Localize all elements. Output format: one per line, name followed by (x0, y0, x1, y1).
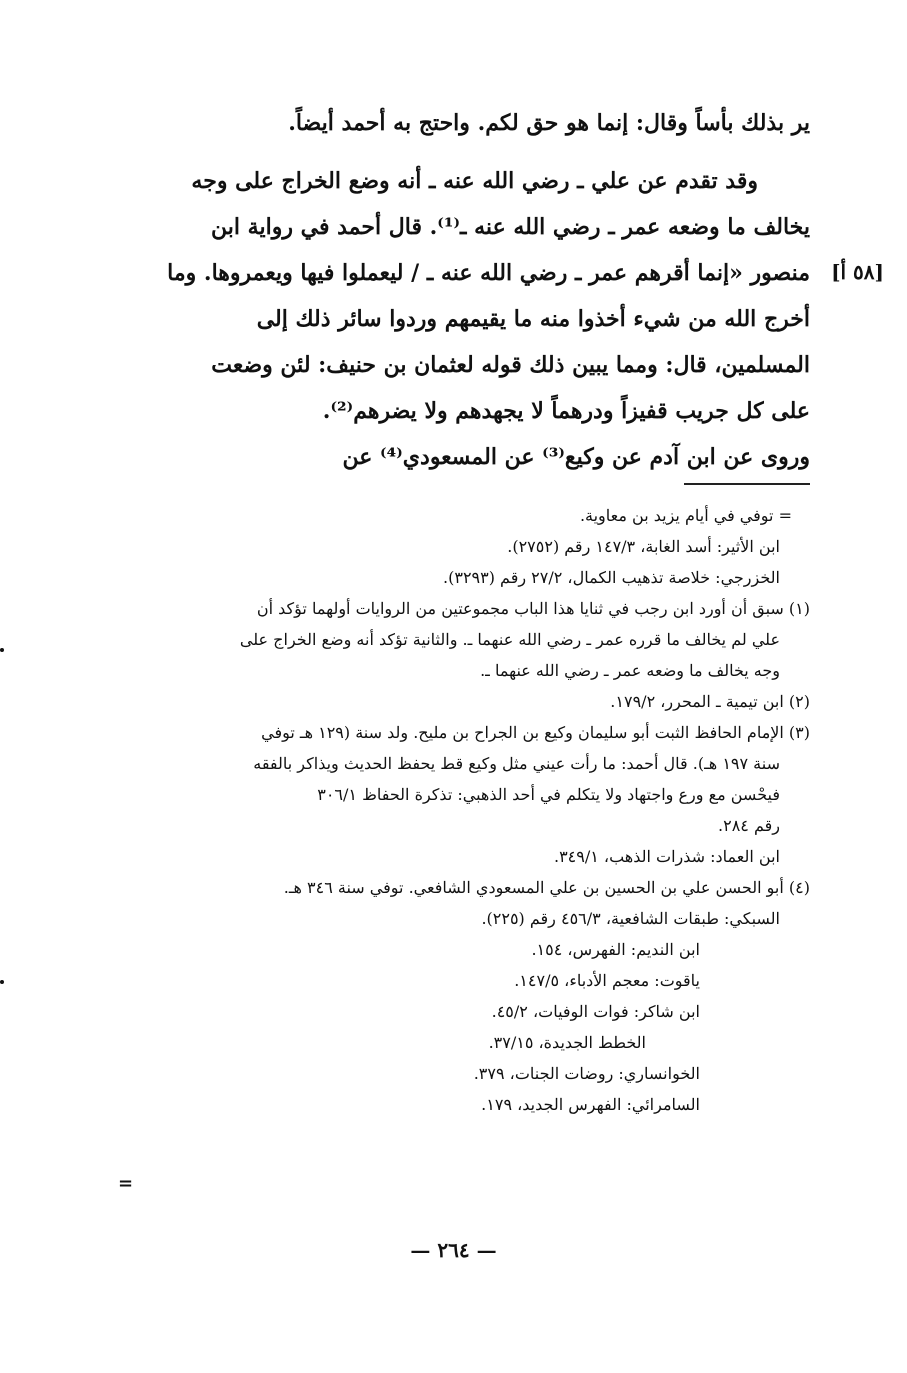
footnote-4-line-5: ابن شاكر: فوات الوفيات، ٤٥/٢. (491, 1002, 700, 1021)
footnote-2: (٢) ابن تيمية ـ المحرر، ١٧٩/٢. (610, 692, 810, 711)
footnote-continued-line-2: ابن الأثير: أسد الغابة، ١٤٧/٣ رقم (٢٧٥٢). (507, 537, 780, 556)
footnote-4-line-7: الخوانساري: روضات الجنات، ٣٧٩. (473, 1064, 700, 1083)
footnote-4-line-6: الخطط الجديدة، ٣٧/١٥. (488, 1033, 646, 1052)
footnote-3-line-1: (٣) الإمام الحافظ الثبت أبو سليمان وكيع بن الجراح بن مليح. ولد سنة (١٢٩ هـ توفي (261, 723, 810, 742)
scan-edge-mark-bottom (0, 980, 4, 984)
footnote-4-line-4: ياقوت: معجم الأدباء، ١٤٧/٥. (514, 971, 700, 990)
footnote-4-line-8: السامرائي: الفهرس الجديد، ١٧٩. (481, 1095, 700, 1114)
main-text (108, 100, 810, 480)
main-line-7: على كل جريب قفيزاً ودرهماً لا يجهدهم ولا يضرهم⁽²⁾. (322, 398, 810, 424)
footnote-1-line-3: وجه يخالف ما وضعه عمر ـ رضي الله عنهما ـ. (480, 661, 780, 680)
continuation-mark: = (118, 1173, 134, 1194)
main-line-6: المسلمين، قال: ومما يبين ذلك قوله لعثمان بن حنيف: لئن وضعت (211, 352, 810, 378)
page-number: — ٢٦٤ — (410, 1238, 497, 1262)
footnote-3-line-3: فيحْسن مع ورع واجتهاد ولا يتكلم في أحد الذهبي: تذكرة الحفاظ ٣٠٦/١ (317, 785, 780, 804)
footnote-4-line-1: (٤) أبو الحسن علي بن الحسين بن علي المسعودي الشافعي. توفي سنة ٣٤٦ هـ. (283, 878, 810, 897)
margin-folio-reference: [٥٨ أ] (831, 260, 884, 284)
footnote-4-line-3: ابن النديم: الفهرس، ١٥٤. (531, 940, 700, 959)
footnote-1-line-1: (١) سبق أن أورد ابن رجب في ثنايا هذا الباب مجموعتين من الروايات أولهما تؤكد أن (256, 599, 810, 618)
main-line-4: منصور «إنما أقرهم عمر ـ رضي الله عنه ـ / ليعملوا فيها ويعمروها. وما (167, 260, 810, 286)
footnote-3-line-5: ابن العماد: شذرات الذهب، ٣٤٩/١. (553, 847, 780, 866)
main-line-8: وروى عن ابن آدم عن وكيع⁽³⁾ عن المسعودي⁽⁴⁾ عن (342, 444, 810, 470)
main-line-5: أخرج الله من شيء أخذوا منه ما يقيمهم وردوا سائر ذلك إلى (256, 306, 810, 332)
main-line-2: وقد تقدم عن علي ـ رضي الله عنه ـ أنه وضع الخراج على وجه (191, 168, 758, 194)
main-line-1: ير بذلك بأساً وقال: إنما هو حق لكم. واحتج به أحمد أيضاً. (288, 110, 810, 136)
footnote-4-line-2: السبكي: طبقات الشافعية، ٤٥٦/٣ رقم (٢٢٥). (481, 909, 780, 928)
footnote-continued-line-1: = توفي في أيام يزيد بن معاوية. (579, 506, 792, 525)
footnote-3-line-4: رقم ٢٨٤. (718, 816, 780, 835)
footnote-continued-line-3: الخزرجي: خلاصة تذهيب الكمال، ٢٧/٢ رقم (٣٢٩٣). (443, 568, 780, 587)
main-line-3: يخالف ما وضعه عمر ـ رضي الله عنه ـ⁽¹⁾. قال أحمد في رواية ابن (211, 214, 810, 240)
footnote-1-line-2: علي لم يخالف ما قرره عمر ـ رضي الله عنهما ـ. والثانية تؤكد أنه وضع الخراج على (239, 630, 780, 649)
scan-edge-mark-top (0, 648, 4, 652)
footnote-3-line-2: سنة ١٩٧ هـ). قال أحمد: ما رأت عيني مثل وكيع قط يحفظ الحديث ويذاكر بالفقه (253, 754, 780, 773)
footnote-divider (684, 483, 810, 485)
footnotes (108, 500, 810, 1120)
